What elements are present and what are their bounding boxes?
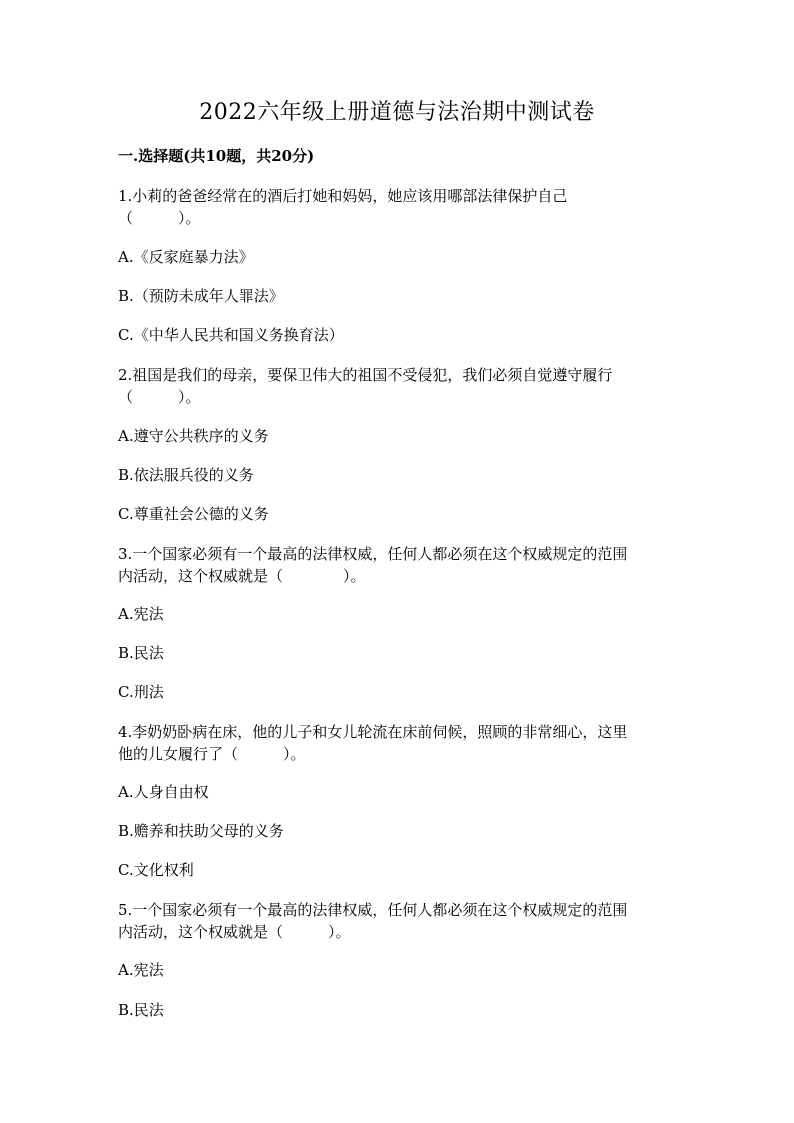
question-stem-line: 2.祖国是我们的母亲，要保卫伟大的祖国不受侵犯，我们必须自觉遵守履行 [118,366,613,384]
option-c: C.尊重社会公德的义务 [118,505,269,523]
question-stem-line: 内活动，这个权威就是（ ）。 [118,923,351,941]
question-stem-line: 3.一个国家必须有一个最高的法律权威，任何人都必须在这个权威规定的范围 [118,545,628,563]
option-a: A.遵守公共秩序的义务 [118,427,269,445]
section-heading: 一.选择题(共10题，共20分) [118,147,315,165]
option-a: A.《反家庭暴力法》 [118,248,254,266]
question-stem-line: （ ）。 [118,209,201,227]
question-stem-line: （ ）。 [118,388,201,406]
question-stem-line: 1.小莉的爸爸经常在的酒后打她和妈妈，她应该用哪部法律保护自己 [118,187,568,205]
question-stem [118,543,678,587]
question-stem-line: 4.李奶奶卧病在床，他的儿子和女儿轮流在床前伺候，照顾的非常细心，这里 [118,723,628,741]
question-stem [118,899,678,943]
question-stem [118,721,678,765]
option-b: B.依法服兵役的义务 [118,466,254,484]
option-c: C.《中华人民共和国义务换育法） [118,326,344,344]
option-b: B.民法 [118,1001,164,1019]
question-stem-line: 内活动，这个权威就是（ ）。 [118,567,366,585]
question-stem [118,364,678,408]
option-b: B.（预防未成年人罪法》 [118,287,284,305]
option-a: A.宪法 [118,605,164,623]
question-stem-line: 5.一个国家必须有一个最高的法律权威，任何人都必须在这个权威规定的范围 [118,901,628,919]
option-b: B.民法 [118,644,164,662]
option-c: C.文化权利 [118,861,194,879]
question-stem-line: 他的儿女履行了（ ）。 [118,745,306,763]
page-title: 2022六年级上册道德与法治期中测试卷 [199,100,595,125]
option-b: B.赡养和扶助父母的义务 [118,822,284,840]
option-a: A.宪法 [118,961,164,979]
option-c: C.刑法 [118,683,164,701]
option-a: A.人身自由权 [118,783,209,801]
question-stem [118,185,678,229]
